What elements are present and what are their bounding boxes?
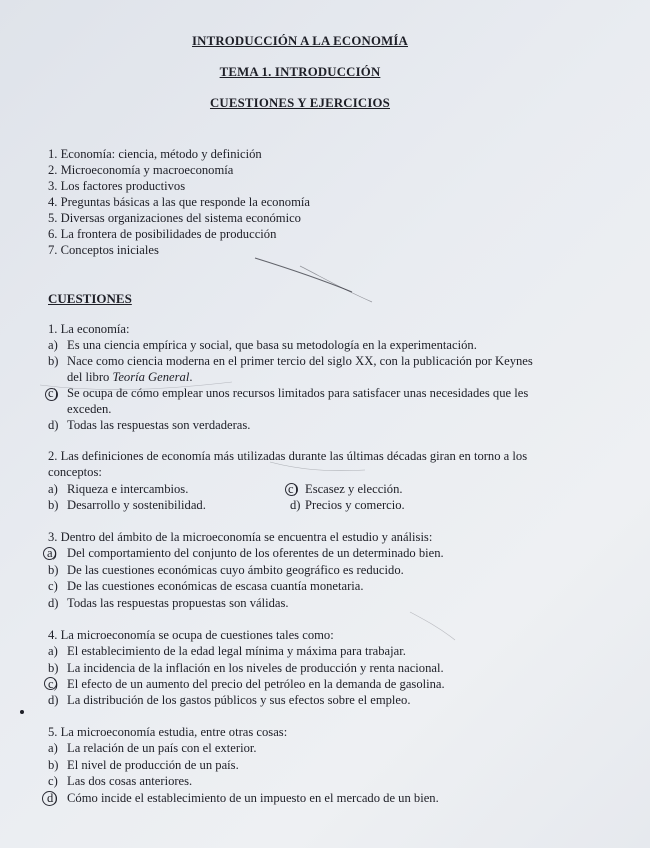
item-number: 5. [48, 211, 58, 225]
option-a-text: Riqueza e intercambios. [67, 482, 189, 496]
option-a-text: La relación de un país con el exterior. [67, 741, 257, 755]
option-c: c) [48, 677, 58, 691]
list-item [48, 211, 301, 226]
questions-heading: CUESTIONES [48, 291, 132, 306]
option-c-text: De las cuestiones económicas de escasa cuantía monetaria. [67, 579, 364, 593]
option-d-text: Cómo incide el establecimiento de un impuesto en el mercado de un bien. [67, 791, 439, 805]
option-a-text: Es una ciencia empírica y social, que basa su metodología en la experimentación. [67, 338, 477, 352]
option-b-text: La incidencia de la inflación en los niveles de producción y renta nacional. [67, 661, 444, 675]
option-a [48, 338, 58, 353]
list-item [48, 163, 233, 178]
option-d: d) [48, 418, 59, 432]
item-number: 4. [48, 195, 58, 209]
book-title: Teoría General [112, 370, 190, 384]
text-segment: del libro [67, 370, 113, 384]
item-text: Diversas organizaciones del sistema económico [60, 211, 301, 225]
option-b-text: De las cuestiones económicas cuyo ámbito geográfico es reducido. [67, 563, 404, 577]
option-a: a) [48, 644, 58, 658]
option-b: b) [48, 354, 59, 368]
question-stem-cont: conceptos: [48, 465, 102, 479]
option-b-text: Desarrollo y sostenibilidad. [67, 498, 206, 512]
option-c-text: El efecto de un aumento del precio del petróleo en la demanda de gasolina. [67, 677, 445, 691]
item-number: 1. [48, 147, 58, 161]
option-letter: a) [48, 338, 58, 352]
section-title: CUESTIONES Y EJERCICIOS [209, 96, 390, 110]
option-b: b) [48, 661, 59, 675]
option-d: d) [48, 693, 59, 707]
question-stem: 1. La economía: [48, 322, 130, 336]
question-stem: 2. Las definiciones de economía más utilizadas durante las últimas décadas giran en torno a los [48, 449, 528, 463]
item-number: 2. [48, 163, 58, 177]
option-d-text: Todas las respuestas propuestas son válidas. [67, 596, 289, 610]
option-c-text-cont: exceden. [67, 402, 112, 416]
item-number: 7. [48, 243, 58, 257]
option-a-text: Del comportamiento del conjunto de los oferentes de un determinado bien. [67, 546, 444, 560]
option-c-text: Las dos cosas anteriores. [67, 774, 193, 788]
option-d: d) [290, 498, 301, 512]
list-item [48, 179, 185, 194]
unit-title: TEMA 1. INTRODUCCIÓN [219, 65, 381, 79]
option-b-text: Nace como ciencia moderna en el primer tercio del siglo XX, con la publicación por Keynes [67, 354, 533, 368]
option-c-text: Escasez y elección. [305, 482, 403, 496]
option-d: d) [47, 791, 58, 805]
list-item [48, 195, 310, 210]
option-b-text-cont [67, 370, 192, 385]
option-b: b) [48, 498, 59, 512]
option-d: d) [48, 596, 59, 610]
item-text: Conceptos iniciales [60, 243, 159, 257]
item-text: La frontera de posibilidades de producción [60, 227, 277, 241]
option-d-text: La distribución de los gastos públicos y sus efectos sobre el empleo. [67, 693, 411, 707]
option-c-text: Se ocupa de cómo emplear unos recursos limitados para satisfacer unas necesidades que les [67, 386, 529, 400]
item-text: Microeconomía y macroeconomía [60, 163, 234, 177]
option-a: a) [47, 546, 57, 560]
item-text: Economía: ciencia, método y definición [60, 147, 262, 161]
option-b-text: El nivel de producción de un país. [67, 758, 239, 772]
question-stem: 5. La microeconomía estudia, entre otras cosas: [48, 725, 288, 739]
item-number: 3. [48, 179, 58, 193]
course-title: INTRODUCCIÓN A LA ECONOMÍA [191, 34, 409, 48]
option-d-text: Todas las respuestas son verdaderas. [67, 418, 251, 432]
option-c: c) [48, 386, 58, 400]
item-text: Los factores productivos [60, 179, 186, 193]
item-number: 6. [48, 227, 58, 241]
question-stem: 4. La microeconomía se ocupa de cuestiones tales como: [48, 628, 334, 642]
list-item [48, 147, 262, 162]
option-c: c) [48, 774, 58, 788]
option-c: c) [48, 579, 58, 593]
option-a: a) [48, 482, 58, 496]
question-stem: 3. Dentro del ámbito de la microeconomía se encuentra el estudio y análisis: [48, 530, 433, 544]
option-b: b) [48, 563, 59, 577]
option-b: b) [48, 758, 59, 772]
option-c: c) [288, 482, 298, 496]
item-text: Preguntas básicas a las que responde la economía [60, 195, 310, 209]
option-a: a) [48, 741, 58, 755]
option-a-text: El establecimiento de la edad legal mínima y máxima para trabajar. [67, 644, 406, 658]
text-segment: . [189, 370, 193, 384]
option-d-text: Precios y comercio. [305, 498, 405, 512]
list-item [48, 227, 276, 242]
list-item [48, 243, 159, 258]
